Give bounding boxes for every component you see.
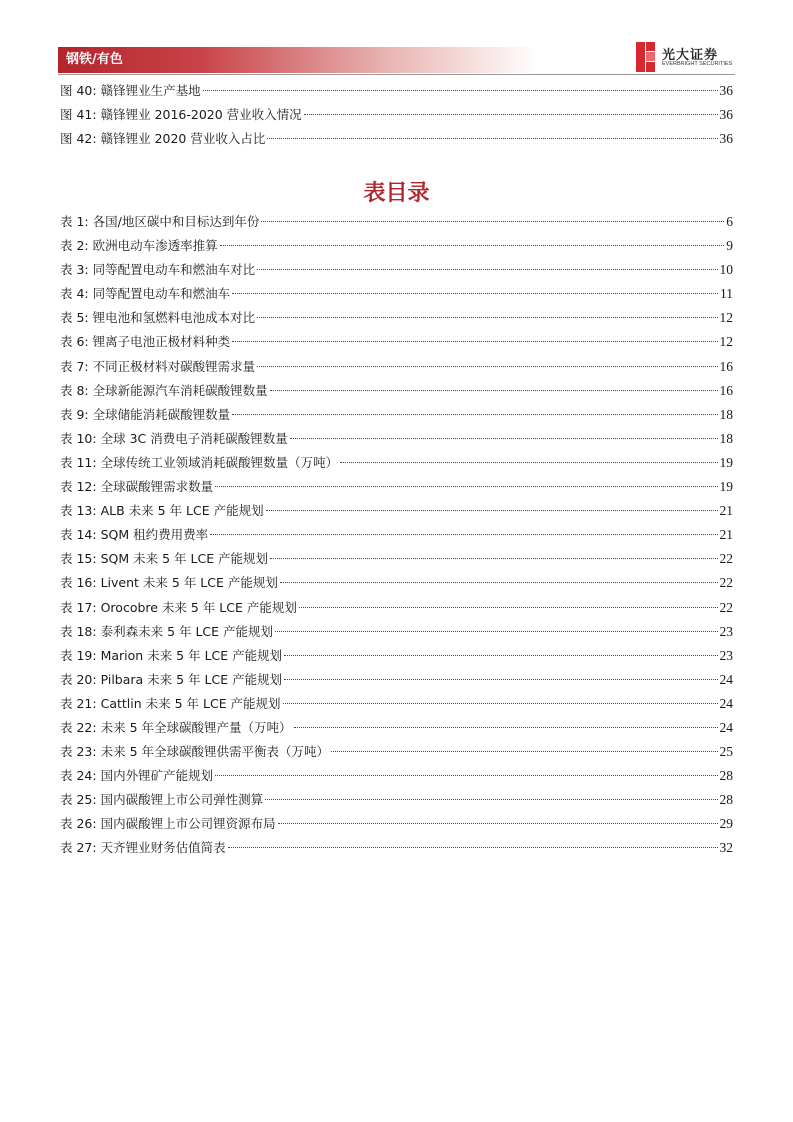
table-toc-item-label: 表 14: bbox=[60, 527, 97, 543]
dot-leader bbox=[294, 727, 718, 728]
dot-leader bbox=[210, 534, 717, 535]
table-toc-item-text: 未来 5 年全球碳酸锂供需平衡表（万吨） bbox=[100, 744, 329, 760]
dot-leader bbox=[220, 245, 725, 246]
table-toc-item[interactable] bbox=[60, 309, 733, 333]
dot-leader bbox=[270, 390, 718, 391]
table-toc-item-page: 24 bbox=[719, 695, 733, 711]
dot-leader bbox=[275, 631, 717, 632]
dot-leader bbox=[257, 366, 717, 367]
header-bar bbox=[58, 47, 538, 73]
table-toc-item-text: 同等配置电动车和燃油车 bbox=[92, 286, 231, 302]
table-toc-item-page: 29 bbox=[719, 816, 733, 832]
table-toc-item-label: 表 24: bbox=[60, 768, 97, 784]
table-toc-item-label: 表 9: bbox=[60, 406, 89, 422]
figure-toc-item[interactable] bbox=[60, 130, 733, 154]
table-toc-item-title bbox=[60, 767, 213, 785]
table-toc-item-text: SQM 未来 5 年 LCE 产能规划 bbox=[100, 551, 269, 567]
dot-leader bbox=[284, 655, 717, 656]
figure-toc-item-text: 赣锋锂业生产基地 bbox=[100, 83, 201, 98]
table-toc-item-page: 6 bbox=[726, 214, 733, 229]
table-toc-item-text: 泰利森未来 5 年 LCE 产能规划 bbox=[100, 623, 274, 639]
dot-leader bbox=[203, 90, 718, 91]
table-toc-item-title bbox=[60, 623, 273, 641]
table-toc-item[interactable] bbox=[60, 647, 733, 671]
table-toc-item-label: 表 10: bbox=[60, 430, 97, 446]
table-toc-item-label: 表 2: bbox=[60, 238, 89, 254]
dot-leader bbox=[215, 775, 717, 776]
table-toc-item-title bbox=[60, 406, 230, 424]
table-toc-item-page: 16 bbox=[719, 358, 733, 374]
table-toc-item-title bbox=[60, 333, 230, 351]
table-toc-item-label: 表 3: bbox=[60, 262, 89, 278]
tables-section-title: 表目录 bbox=[363, 181, 430, 206]
figure-toc-item[interactable] bbox=[60, 106, 733, 130]
table-toc-item-title bbox=[60, 839, 226, 857]
table-toc-item-title bbox=[60, 502, 264, 520]
table-toc-item-title bbox=[60, 599, 297, 617]
table-toc-item-page: 12 bbox=[719, 310, 733, 326]
table-toc-item-page: 12 bbox=[719, 334, 733, 350]
dot-leader bbox=[284, 679, 717, 680]
table-toc-item[interactable] bbox=[60, 333, 733, 357]
table-toc-item-title bbox=[60, 261, 255, 279]
table-toc-item-title bbox=[60, 671, 282, 689]
table-toc-item-label: 表 17: bbox=[60, 599, 97, 615]
dot-leader bbox=[232, 293, 718, 294]
table-toc-item-text: 不同正极材料对碳酸锂需求量 bbox=[92, 358, 256, 374]
table-toc-item-label: 表 11: bbox=[60, 454, 97, 470]
table-toc-item-title bbox=[60, 237, 218, 255]
table-toc-item-text: 国内碳酸锂上市公司弹性测算 bbox=[100, 792, 264, 808]
table-toc-item-label: 表 15: bbox=[60, 551, 97, 567]
figure-toc-item-title bbox=[60, 106, 302, 124]
table-toc-item-label: 表 6: bbox=[60, 334, 89, 350]
table-toc-item-page: 16 bbox=[719, 382, 733, 398]
table-toc-item-label: 表 4: bbox=[60, 286, 89, 302]
table-toc-item-text: Livent 未来 5 年 LCE 产能规划 bbox=[100, 575, 278, 591]
table-toc-item[interactable] bbox=[60, 478, 733, 502]
table-toc-item-page: 28 bbox=[719, 792, 733, 808]
table-toc-item[interactable] bbox=[60, 550, 733, 574]
table-toc-item-text: 国内碳酸锂上市公司锂资源布局 bbox=[100, 816, 276, 832]
table-toc-item-text: 欧洲电动车渗透率推算 bbox=[92, 238, 218, 254]
table-toc-item-label: 表 13: bbox=[60, 503, 97, 519]
table-toc-item-page: 9 bbox=[726, 238, 733, 254]
dot-leader bbox=[280, 582, 718, 583]
table-toc-item-title bbox=[60, 526, 208, 544]
table-toc-item[interactable] bbox=[60, 767, 733, 791]
dot-leader bbox=[265, 799, 717, 800]
table-toc-item-text: 未来 5 年全球碳酸锂产量（万吨） bbox=[100, 719, 292, 735]
dot-leader bbox=[340, 462, 717, 463]
table-toc-item-title bbox=[60, 358, 255, 376]
dot-leader bbox=[257, 317, 717, 318]
table-toc-item-page: 11 bbox=[720, 286, 733, 302]
figure-toc-item-page: 36 bbox=[719, 131, 733, 147]
dot-leader bbox=[283, 703, 718, 704]
table-toc-item[interactable] bbox=[60, 839, 733, 863]
table-toc-item-text: Marion 未来 5 年 LCE 产能规划 bbox=[100, 647, 283, 663]
table-toc-item-title bbox=[60, 478, 213, 496]
table-toc-item-page: 24 bbox=[719, 719, 733, 735]
table-toc-item-text: 全球新能源汽车消耗碳酸锂数量 bbox=[92, 382, 268, 398]
table-toc-item-title bbox=[60, 647, 282, 665]
table-toc-item-text: SQM 租约费用费率 bbox=[100, 527, 209, 543]
logo-icon bbox=[634, 41, 658, 73]
table-toc-item[interactable] bbox=[60, 406, 733, 430]
table-toc-item-title bbox=[60, 574, 278, 592]
table-toc-item[interactable] bbox=[60, 599, 733, 623]
table-toc-item[interactable] bbox=[60, 430, 733, 454]
figure-toc-item-text: 赣锋锂业 2020 营业收入占比 bbox=[100, 131, 266, 147]
table-toc-item-text: 国内外锂矿产能规划 bbox=[100, 768, 214, 784]
table-toc-item-text: 锂离子电池正极材料种类 bbox=[92, 334, 231, 350]
table-toc-item[interactable] bbox=[60, 237, 733, 261]
table-toc-item[interactable] bbox=[60, 382, 733, 406]
table-toc-item-text: 全球储能消耗碳酸锂数量 bbox=[92, 406, 231, 422]
table-toc-item[interactable] bbox=[60, 285, 733, 309]
table-toc-item-text: 天齐锂业财务估值简表 bbox=[100, 840, 226, 856]
table-toc-item-label: 表 25: bbox=[60, 792, 97, 808]
table-toc-item-text: 各国/地区碳中和目标达到年份 bbox=[92, 214, 260, 229]
table-toc-item[interactable] bbox=[60, 695, 733, 719]
table-toc-item[interactable] bbox=[60, 791, 733, 815]
figure-toc-item-title bbox=[60, 130, 265, 148]
table-toc-item-page: 28 bbox=[719, 768, 733, 784]
table-toc-item-label: 表 21: bbox=[60, 695, 97, 711]
table-toc-item-label: 表 26: bbox=[60, 816, 97, 832]
table-toc-item[interactable] bbox=[60, 719, 733, 743]
table-toc-item-page: 23 bbox=[719, 623, 733, 639]
table-toc-item-text: 锂电池和氢燃料电池成本对比 bbox=[92, 310, 256, 326]
logo bbox=[634, 41, 739, 73]
table-toc-item-label: 表 23: bbox=[60, 744, 97, 760]
table-toc-item-title bbox=[60, 695, 281, 713]
figure-toc-item-text: 赣锋锂业 2016-2020 营业收入情况 bbox=[100, 107, 302, 123]
table-toc-item-text: 同等配置电动车和燃油车对比 bbox=[92, 262, 256, 278]
dot-leader bbox=[270, 558, 717, 559]
figure-toc-item-label: 图 42: bbox=[60, 131, 97, 147]
table-toc-item-text: 全球传统工业领域消耗碳酸锂数量（万吨） bbox=[100, 454, 339, 470]
dot-leader bbox=[261, 221, 724, 222]
table-toc-item-label: 表 20: bbox=[60, 671, 97, 687]
table-toc-item-text: Orocobre 未来 5 年 LCE 产能规划 bbox=[100, 599, 297, 615]
table-toc-item-page: 19 bbox=[719, 479, 733, 495]
table-toc-item[interactable] bbox=[60, 213, 733, 237]
table-toc-item[interactable] bbox=[60, 671, 733, 695]
table-toc-item-page: 18 bbox=[719, 406, 733, 422]
table-toc-item-label: 表 22: bbox=[60, 719, 97, 735]
table-toc-item-page: 22 bbox=[719, 599, 733, 615]
figure-toc-item-label: 图 40: bbox=[60, 83, 97, 98]
table-toc-item-page: 24 bbox=[719, 671, 733, 687]
table-toc-item[interactable] bbox=[60, 526, 733, 550]
header-category: 钢铁/有色 bbox=[66, 52, 123, 67]
table-toc-item-title bbox=[60, 213, 259, 231]
dot-leader bbox=[331, 751, 718, 752]
dot-leader bbox=[257, 269, 717, 270]
table-toc-item-label: 表 5: bbox=[60, 310, 89, 326]
table-toc-item[interactable] bbox=[60, 454, 733, 478]
figure-toc-list bbox=[60, 82, 733, 154]
table-toc-item-label: 表 12: bbox=[60, 479, 97, 495]
table-toc-item-title bbox=[60, 550, 268, 568]
figure-toc-item-page: 36 bbox=[719, 107, 733, 123]
table-toc-item-text: 全球 3C 消费电子消耗碳酸锂数量 bbox=[100, 430, 288, 446]
table-toc-item-title bbox=[60, 285, 230, 303]
dot-leader bbox=[215, 486, 717, 487]
table-toc-item-page: 18 bbox=[719, 430, 733, 446]
table-toc-item[interactable] bbox=[60, 743, 733, 767]
dot-leader bbox=[299, 607, 718, 608]
logo-subtext: EVERBRIGHT SECURITIES bbox=[662, 61, 733, 67]
table-toc-list bbox=[60, 213, 733, 864]
table-toc-item[interactable] bbox=[60, 358, 733, 382]
table-toc-item[interactable] bbox=[60, 574, 733, 598]
dot-leader bbox=[232, 341, 717, 342]
dot-leader bbox=[228, 847, 718, 848]
dot-leader bbox=[304, 114, 718, 115]
table-toc-item-page: 25 bbox=[719, 744, 733, 760]
table-toc-item-label: 表 27: bbox=[60, 840, 97, 856]
table-toc-item-text: ALB 未来 5 年 LCE 产能规划 bbox=[100, 503, 264, 519]
table-toc-item-label: 表 18: bbox=[60, 623, 97, 639]
table-toc-item-title bbox=[60, 454, 338, 472]
table-toc-item-page: 22 bbox=[719, 575, 733, 591]
table-toc-item[interactable] bbox=[60, 261, 733, 285]
dot-leader bbox=[266, 510, 718, 511]
table-toc-item-label: 表 7: bbox=[60, 358, 89, 374]
table-toc-item-label: 表 16: bbox=[60, 575, 97, 591]
table-toc-item-title bbox=[60, 382, 268, 400]
table-toc-item-text: Cattlin 未来 5 年 LCE 产能规划 bbox=[100, 695, 281, 711]
table-toc-item-page: 22 bbox=[719, 551, 733, 567]
table-toc-item-label: 表 1: bbox=[60, 214, 89, 229]
table-toc-item-title bbox=[60, 309, 255, 327]
table-toc-item[interactable] bbox=[60, 502, 733, 526]
dot-leader bbox=[290, 438, 718, 439]
table-toc-item-title bbox=[60, 430, 288, 448]
dot-leader bbox=[278, 823, 718, 824]
figure-toc-item-label: 图 41: bbox=[60, 107, 97, 123]
figure-toc-item[interactable] bbox=[60, 82, 733, 106]
figure-toc-item-title bbox=[60, 82, 201, 100]
table-toc-item-title bbox=[60, 719, 292, 737]
table-toc-item-page: 10 bbox=[719, 262, 733, 278]
table-toc-item-page: 19 bbox=[719, 454, 733, 470]
table-toc-item[interactable] bbox=[60, 815, 733, 839]
table-toc-item-title bbox=[60, 791, 263, 809]
table-toc-item-page: 23 bbox=[719, 647, 733, 663]
logo-text: 光大证券 bbox=[662, 48, 719, 63]
table-toc-item-page: 21 bbox=[719, 527, 733, 543]
dot-leader bbox=[267, 138, 717, 139]
table-toc-item-title bbox=[60, 815, 276, 833]
table-toc-item-label: 表 19: bbox=[60, 647, 97, 663]
table-toc-item-text: 全球碳酸锂需求数量 bbox=[100, 479, 214, 495]
header-divider bbox=[58, 74, 735, 75]
dot-leader bbox=[232, 414, 717, 415]
table-toc-item-page: 32 bbox=[719, 840, 733, 856]
table-toc-item-page: 21 bbox=[719, 503, 733, 519]
table-toc-item-text: Pilbara 未来 5 年 LCE 产能规划 bbox=[100, 671, 283, 687]
table-toc-item-label: 表 8: bbox=[60, 382, 89, 398]
table-toc-item-title bbox=[60, 743, 329, 761]
table-toc-item[interactable] bbox=[60, 623, 733, 647]
figure-toc-item-page: 36 bbox=[719, 83, 733, 98]
